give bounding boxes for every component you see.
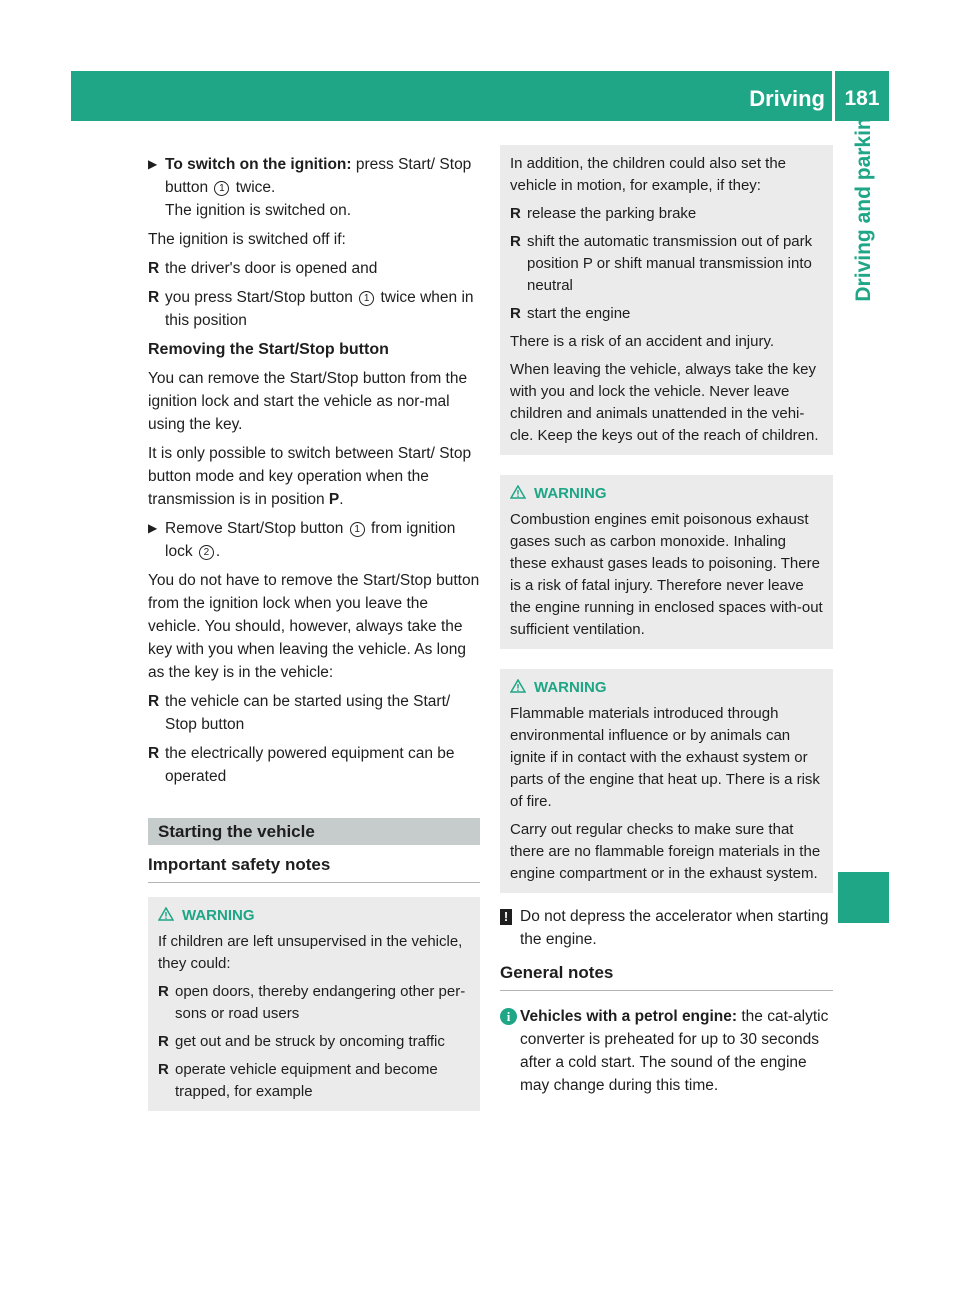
callout-1-icon: 1 xyxy=(350,522,365,537)
bullet-icon: R xyxy=(158,1033,169,1050)
warning-box xyxy=(500,475,833,649)
step-text: Remove Start/Stop button xyxy=(165,520,344,537)
left-column xyxy=(148,153,480,1111)
paragraph: You do not have to remove the Start/Stop button from the ignition lock when you leave the vehicle. You should, however, always take the key with you when leaving the vehicle. As long as the key is in the vehicle: xyxy=(148,572,480,681)
warning-triangle-icon xyxy=(158,907,174,921)
bullet-item xyxy=(510,203,823,225)
step-text: press Start/ xyxy=(355,156,436,173)
bullet-text: twice when in this position xyxy=(165,289,474,329)
info-label: Vehicles with a petrol engine: xyxy=(520,1008,738,1025)
bullet-item xyxy=(148,690,480,736)
callout-1-icon: 1 xyxy=(359,291,374,306)
right-column xyxy=(500,153,833,1103)
callout-2-icon: 2 xyxy=(199,545,214,560)
bullet-item xyxy=(148,286,480,332)
info-note xyxy=(500,1005,833,1097)
warning-title xyxy=(510,677,823,699)
warning-title xyxy=(510,483,823,505)
bullet-icon: R xyxy=(510,205,521,222)
bullet-icon: R xyxy=(148,693,160,710)
bullet-text: the vehicle can be started using the Start/ Stop button xyxy=(165,693,451,733)
bullet-icon: R xyxy=(510,305,521,322)
running-head-section: Driving xyxy=(749,86,825,111)
subheading: Removing the Start/Stop button xyxy=(148,341,389,358)
bullet-icon: R xyxy=(148,745,160,762)
caution-note xyxy=(500,905,833,951)
step-result: The ignition is switched on. xyxy=(165,202,352,219)
bullet-item xyxy=(148,257,480,280)
section-subtitle: Important safety notes xyxy=(148,853,480,883)
warning-box-continued xyxy=(500,145,833,455)
bullet-item xyxy=(148,742,480,788)
chapter-tab-label: Driving and parking xyxy=(852,104,875,302)
paragraph: Combustion engines emit poisonous exhaust gases such as carbon monoxide. Inhaling these exhaust gases leads to poisoning. There is a risk of fatal injury. Therefore never leave the engine running in enclosed spaces with-out sufficient ventilation. xyxy=(510,511,823,638)
paragraph-text: . xyxy=(339,491,344,508)
bullet-item xyxy=(510,303,823,325)
bullet-item xyxy=(158,1059,470,1103)
bullet-icon: R xyxy=(158,983,169,1000)
bullet-icon: R xyxy=(510,233,521,250)
caution-text: Do not depress the accelerator when starting the engine. xyxy=(520,908,829,948)
step-text: twice. xyxy=(235,179,276,196)
bullet-icon: R xyxy=(158,1061,169,1078)
paragraph xyxy=(148,442,480,511)
warning-label: WARNING xyxy=(182,907,255,924)
step-text: Stop button xyxy=(165,156,472,196)
warning-triangle-icon xyxy=(510,679,526,693)
warning-label: WARNING xyxy=(534,679,607,696)
bullet-text: start the engine xyxy=(527,305,631,322)
bullet-icon: R xyxy=(148,289,160,306)
paragraph: If children are left unsupervised in the vehicle, they could: xyxy=(158,933,463,972)
chapter-marker xyxy=(838,872,889,923)
paragraph: The ignition is switched off if: xyxy=(148,231,346,248)
bullet-item xyxy=(158,1031,470,1053)
step-remove xyxy=(148,517,480,563)
info-icon: i xyxy=(500,1008,517,1025)
callout-1-icon: 1 xyxy=(214,181,229,196)
paragraph: When leaving the vehicle, always take the key with you and lock the vehicle. Never leave children and animals unattended in the vehi-cle. Keep the keys out of the reach of children. xyxy=(510,361,819,444)
paragraph: There is a risk of an accident and injury. xyxy=(510,333,775,350)
info-text: the cat-alytic converter is preheated for up to 30 seconds after a cold start. The sound of the engine may change during this time. xyxy=(520,1008,829,1094)
bullet-item xyxy=(510,231,823,297)
gear-position: P xyxy=(328,491,340,508)
bullet-text: open doors, thereby endangering other per-sons or road users xyxy=(175,983,466,1022)
header-divider xyxy=(832,71,835,121)
bullet-icon: R xyxy=(148,260,160,277)
bullet-item xyxy=(158,981,470,1025)
bullet-text: operate vehicle equipment and become trapped, for example xyxy=(175,1061,438,1100)
section-title: Starting the vehicle xyxy=(148,818,480,845)
bullet-text: release the parking brake xyxy=(527,205,697,222)
paragraph: Flammable materials introduced through environmental influence or by animals can ignite if in contact with the exhaust system or parts of the engine that heat up. There is a risk of fire. xyxy=(510,705,820,810)
bullet-text: the driver's door is opened and xyxy=(165,260,378,277)
page-number: 181 xyxy=(844,87,880,110)
caution-exclamation-icon: ! xyxy=(500,909,512,925)
warning-box xyxy=(500,669,833,893)
warning-box xyxy=(148,897,480,1111)
step-arrow-icon: ▶ xyxy=(148,157,158,171)
paragraph-text: It is only possible to switch between Start/ Stop button mode and key operation when the transmission is in position xyxy=(148,445,472,508)
bullet-text: the electrically powered equipment can be operated xyxy=(165,745,455,785)
paragraph: You can remove the Start/Stop button from the ignition lock and start the vehicle as nor-mal using the key. xyxy=(148,370,468,433)
bullet-text: shift the automatic transmission out of park position P or shift manual transmission into neutral xyxy=(527,233,813,294)
step-label: To switch on the ignition: xyxy=(165,156,352,173)
paragraph: In addition, the children could also set the vehicle in motion, for example, if they: xyxy=(510,155,787,194)
warning-triangle-icon xyxy=(510,485,526,499)
step-text: from ignition lock xyxy=(165,520,456,560)
bullet-text: you press Start/Stop button xyxy=(165,289,353,306)
step-text: . xyxy=(215,543,221,560)
paragraph: Carry out regular checks to make sure that there are no flammable foreign materials in the engine compartment or in the exhaust system. xyxy=(510,821,821,882)
warning-label: WARNING xyxy=(534,485,607,502)
bullet-text: get out and be struck by oncoming traffic xyxy=(175,1033,445,1050)
step-arrow-icon: ▶ xyxy=(148,521,158,535)
step-switch-on xyxy=(148,153,480,222)
section-subtitle: General notes xyxy=(500,961,833,991)
warning-title xyxy=(158,905,470,927)
